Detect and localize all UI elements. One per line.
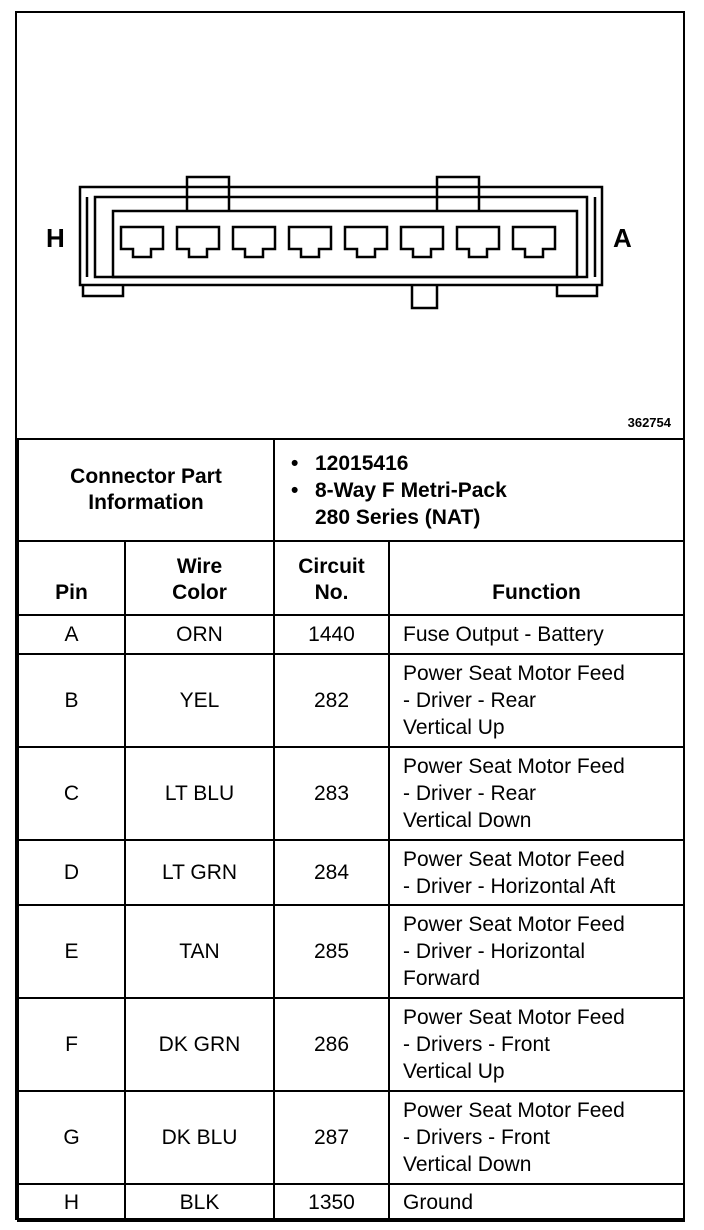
function-line: Fuse Output - Battery <box>403 623 604 646</box>
wire-color-cell: DK GRN <box>125 998 274 1091</box>
function-cell <box>389 1091 684 1184</box>
circuit-cell: 282 <box>274 654 389 747</box>
figure-number: 362754 <box>627 415 671 430</box>
function-line: Vertical Down <box>403 1153 532 1176</box>
header-wire-color: Wire Color <box>125 541 274 615</box>
function-line: Vertical Up <box>403 716 505 739</box>
function-line: Power Seat Motor Feed <box>403 755 625 778</box>
function-line: Power Seat Motor Feed <box>403 1006 625 1029</box>
function-line: Power Seat Motor Feed <box>403 662 625 685</box>
function-line: - Drivers - Front <box>403 1033 550 1056</box>
circuit-cell: 1440 <box>274 615 389 654</box>
terminal-cavity <box>289 227 331 257</box>
table-row <box>18 615 684 654</box>
wire-color-cell: ORN <box>125 615 274 654</box>
function-line: - Driver - Horizontal <box>403 940 586 963</box>
terminal-cavity <box>233 227 275 257</box>
table-row <box>18 998 684 1091</box>
terminal-cavity <box>345 227 387 257</box>
pin-h-marker: H <box>46 223 65 253</box>
wire-color-cell: LT GRN <box>125 840 274 905</box>
terminal-cavity <box>401 227 443 257</box>
circuit-cell: 284 <box>274 840 389 905</box>
wire-color-cell: BLK <box>125 1184 274 1221</box>
function-cell <box>389 998 684 1091</box>
circuit-cell: 286 <box>274 998 389 1091</box>
circuit-cell: 283 <box>274 747 389 840</box>
connector-face-drawing <box>17 13 683 440</box>
connector-sheet <box>15 11 685 1220</box>
function-line: Vertical Up <box>403 1060 505 1083</box>
terminal-cavity <box>513 227 555 257</box>
connector-info-label: Connector Part Information <box>18 439 274 541</box>
circuit-cell: 285 <box>274 905 389 998</box>
function-line: - Drivers - Front <box>403 1126 550 1149</box>
function-line: Forward <box>403 967 481 990</box>
function-cell <box>389 747 684 840</box>
header-circuit: Circuit No. <box>274 541 389 615</box>
circuit-cell: 287 <box>274 1091 389 1184</box>
pin-cell: B <box>18 654 125 747</box>
function-cell <box>389 615 684 654</box>
table-row <box>18 905 684 998</box>
header-function: Function <box>389 541 684 615</box>
wire-color-cell: LT BLU <box>125 747 274 840</box>
table-row <box>18 1091 684 1184</box>
table-row <box>18 840 684 905</box>
pin-cell: C <box>18 747 125 840</box>
function-line: - Driver - Rear <box>403 689 537 712</box>
function-line: - Driver - Rear <box>403 782 537 805</box>
connector-info-values <box>274 439 684 541</box>
terminal-cavity <box>457 227 499 257</box>
function-cell <box>389 840 684 905</box>
header-pin: Pin <box>18 541 125 615</box>
connector-description: • 8-Way F Metri-Pack <box>291 478 507 502</box>
pin-cell: H <box>18 1184 125 1221</box>
function-line: Vertical Down <box>403 809 532 832</box>
function-cell <box>389 905 684 998</box>
terminal-cavity <box>121 227 163 257</box>
table-row <box>18 654 684 747</box>
table-row <box>18 747 684 840</box>
wire-color-cell: DK BLU <box>125 1091 274 1184</box>
pin-cell: A <box>18 615 125 654</box>
pinout-table <box>17 438 685 1222</box>
circuit-cell: 1350 <box>274 1184 389 1221</box>
pin-a-marker: A <box>613 223 632 253</box>
wire-color-cell: YEL <box>125 654 274 747</box>
connector-info-row <box>18 439 684 541</box>
function-line: - Driver - Horizontal Aft <box>403 874 616 898</box>
connector-description-cont: 280 Series (NAT) <box>315 505 481 529</box>
part-number: • 12015416 <box>291 451 409 475</box>
pin-cell: G <box>18 1091 125 1184</box>
function-line: Power Seat Motor Feed <box>403 913 625 936</box>
function-line: Power Seat Motor Feed <box>403 1099 625 1122</box>
pin-cell: F <box>18 998 125 1091</box>
function-line: Ground <box>403 1191 474 1214</box>
terminal-cavity <box>177 227 219 257</box>
connector-diagram <box>17 13 683 440</box>
function-line: Power Seat Motor Feed <box>403 847 625 871</box>
function-cell <box>389 654 684 747</box>
pin-cell: E <box>18 905 125 998</box>
wire-color-cell: TAN <box>125 905 274 998</box>
table-row <box>18 1184 684 1221</box>
pin-cell: D <box>18 840 125 905</box>
function-cell <box>389 1184 684 1221</box>
table-header <box>18 541 684 615</box>
